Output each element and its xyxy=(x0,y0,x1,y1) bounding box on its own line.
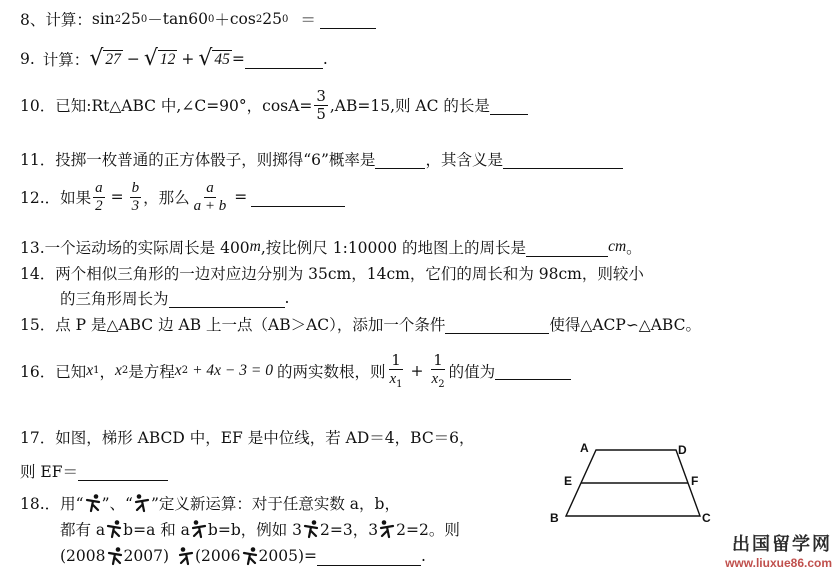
q12-fraction-ab: $\frac{a}{a + b}$ xyxy=(193,180,227,214)
custom-operator-1-icon xyxy=(106,546,124,566)
q8-angle-1: 25 xyxy=(121,10,141,28)
label-a: A xyxy=(580,441,589,455)
q16-plus: + xyxy=(410,361,424,380)
q8-number: 8、 xyxy=(20,11,46,29)
q12-answer-blank[interactable] xyxy=(251,188,345,207)
q13-unit-m: m xyxy=(249,238,261,255)
question-10 xyxy=(20,88,528,122)
trapezoid-diagram xyxy=(540,432,720,532)
q9-answer-blank[interactable] xyxy=(245,50,323,69)
q12-fraction-b: $\frac{b}{3}$ xyxy=(131,180,140,214)
watermark-logo-text: 出国留学网 xyxy=(732,534,832,554)
q10-denominator: 5 xyxy=(316,104,326,123)
q18-text-3a: (2008 xyxy=(60,547,106,565)
q8-label: 计算： xyxy=(45,11,92,29)
q18-answer-blank[interactable] xyxy=(317,547,421,566)
q16-text: 16．已知 xyxy=(20,362,87,381)
sqrt-27: √ 27 xyxy=(89,46,121,71)
q12-fraction-a: $\frac{a}{2}$ xyxy=(95,180,103,214)
q10-text: 10．已知:Rt△ABC 中,∠C=90°，cosA= xyxy=(20,97,313,115)
q16-fraction-2: $\frac{1}{x_2}$ xyxy=(431,351,445,390)
question-8 xyxy=(20,8,376,30)
q12-mid-text: ，那么 xyxy=(143,189,190,207)
q8-power-2: 2 xyxy=(255,13,263,25)
q16-mid-text-2: 的两实数根，则 xyxy=(276,362,386,381)
q18-text-2c: b=b，例如 3 xyxy=(207,521,303,539)
q8-tan: tan60 xyxy=(162,10,208,28)
sqrt-45: √ 45 xyxy=(198,46,230,71)
q13-answer-blank[interactable] xyxy=(526,238,608,257)
q8-plus: ＋ xyxy=(214,11,230,29)
custom-operator-2-icon xyxy=(133,493,151,513)
q11-mid-text: ，其含义是 xyxy=(425,151,503,169)
q11-blank-1[interactable] xyxy=(375,150,425,169)
q8-power-1: 2 xyxy=(114,13,122,25)
custom-operator-2-icon xyxy=(177,546,195,566)
q16-eq-x: x xyxy=(174,361,182,379)
q13-end: 。 xyxy=(626,239,642,257)
q14-period: . xyxy=(284,289,290,307)
label-d: D xyxy=(678,443,687,457)
question-18-line-3 xyxy=(60,546,426,566)
question-11 xyxy=(20,148,623,170)
q11-blank-2[interactable] xyxy=(503,150,623,169)
q15-answer-blank[interactable] xyxy=(445,315,549,334)
q9-equals: = xyxy=(231,50,245,68)
label-e: E xyxy=(564,474,573,488)
q8-angle-2: 25 xyxy=(262,10,282,28)
q14-answer-blank[interactable] xyxy=(169,289,285,308)
q16-x2: x xyxy=(115,361,122,379)
custom-operator-1-icon xyxy=(241,546,259,566)
sqrt-12: √ 12 xyxy=(143,46,176,71)
q12-equals: = xyxy=(110,188,124,206)
q8-degree-2: 0 xyxy=(207,13,215,25)
q8-answer-blank[interactable] xyxy=(320,10,376,29)
q12-text: 12.．如果 xyxy=(20,189,92,207)
watermark xyxy=(725,530,832,570)
q16-suffix: 的值为 xyxy=(448,362,496,381)
question-14-line-1 xyxy=(20,262,644,284)
q13-text: 13.一个运动场的实际周长是 400 xyxy=(20,239,250,257)
q9-label: 计算： xyxy=(42,51,90,69)
q16-x1: x xyxy=(86,361,94,379)
q18-text-1a: 18.．用“ xyxy=(20,495,84,513)
q17-text: 17．如图，梯形 ABCD 中，EF 是中位线，若 AD＝4，BC＝6， xyxy=(20,429,475,447)
label-b: B xyxy=(550,511,559,525)
question-15 xyxy=(20,313,701,335)
q18-text-1c: ”定义新运算：对于任意实数 a，b， xyxy=(150,495,400,513)
custom-operator-1-icon xyxy=(84,493,102,513)
q8-degree-1: 0 xyxy=(140,13,148,25)
q15-suffix: 使得△ACP∽△ABC。 xyxy=(549,316,701,334)
question-18-line-1 xyxy=(20,492,400,514)
q8-equals: ＝ xyxy=(300,11,316,29)
q9-period: . xyxy=(322,50,328,68)
custom-operator-2-icon xyxy=(378,519,396,539)
q13-text-2: ,按比例尺 1:10000 的地图上的周长是 xyxy=(260,239,527,257)
q10-numerator: 3 xyxy=(316,87,326,105)
q14-text-2: 的三角形周长为 xyxy=(60,290,169,308)
custom-operator-1-icon xyxy=(105,519,123,539)
q10-answer-blank[interactable] xyxy=(490,96,528,115)
question-12 xyxy=(20,180,345,214)
q18-text-2b: b=a 和 a xyxy=(123,521,190,539)
q18-text-3b: 2007) xyxy=(123,547,169,565)
q15-text: 15．点 P 是△ABC 边 AB 上一点（AB＞AC），添加一个条件 xyxy=(20,316,446,334)
q14-text: 14．两个相似三角形的一边对应边分别为 35cm，14cm，它们的周长和为 98cm，则较小 xyxy=(20,265,644,283)
label-c: C xyxy=(702,511,711,525)
q16-comma: ， xyxy=(99,362,116,381)
q12-equals-2: = xyxy=(234,188,248,206)
watermark-url: www.liuxue86.com xyxy=(725,556,832,570)
q18-text-2d: 2=3，3 xyxy=(320,521,379,539)
q16-equation: + 4x − 3 = 0 xyxy=(192,361,273,379)
q17-text-2: 则 EF＝ xyxy=(20,463,78,481)
q10-suffix: ,AB=15,则 AC 的长是 xyxy=(329,97,490,115)
q16-mid-text: 是方程 xyxy=(128,362,175,381)
q18-text-2e: 2=2。则 xyxy=(396,521,460,539)
q18-text-3d: 2005)= xyxy=(258,547,317,565)
q18-text-2a: 都有 a xyxy=(60,521,106,539)
q8-degree-3: 0 xyxy=(281,13,289,25)
label-f: F xyxy=(691,474,699,488)
question-18-line-2 xyxy=(60,518,460,540)
q10-fraction xyxy=(314,88,328,122)
q18-period: . xyxy=(420,547,426,565)
question-17-line-1 xyxy=(20,426,475,448)
question-16: 16．已知 x 1 ， x 2 是方程 x 2 + 4x − 3 = 0 的两实数根，则 $\frac{1}{x_1}$ + $\frac{1}{x_2}$ 的值为 xyxy=(20,352,571,390)
custom-operator-1-icon xyxy=(302,519,320,539)
q17-answer-blank[interactable] xyxy=(78,462,168,481)
custom-operator-2-icon xyxy=(190,519,208,539)
q13-unit-cm: cm xyxy=(608,238,627,255)
q16-answer-blank[interactable] xyxy=(495,361,571,380)
q8-cos: cos xyxy=(229,10,256,28)
question-14-line-2 xyxy=(60,287,289,309)
q18-text-3c: (2006 xyxy=(195,547,241,565)
q11-text: 11．投掷一枚普通的正方体骰子，则掷得“6”概率是 xyxy=(20,151,376,169)
question-9 xyxy=(20,48,328,70)
q9-plus: + xyxy=(181,50,195,68)
question-13 xyxy=(20,236,642,258)
q18-text-1b: ”、“ xyxy=(101,495,133,513)
question-17-line-2 xyxy=(20,460,168,482)
q9-number: 9. xyxy=(20,50,35,68)
q8-minus: － xyxy=(147,11,163,29)
q16-fraction-1: $\frac{1}{x_1}$ xyxy=(389,351,403,390)
q8-sin: sin xyxy=(91,10,115,28)
q9-minus: − xyxy=(126,50,140,68)
